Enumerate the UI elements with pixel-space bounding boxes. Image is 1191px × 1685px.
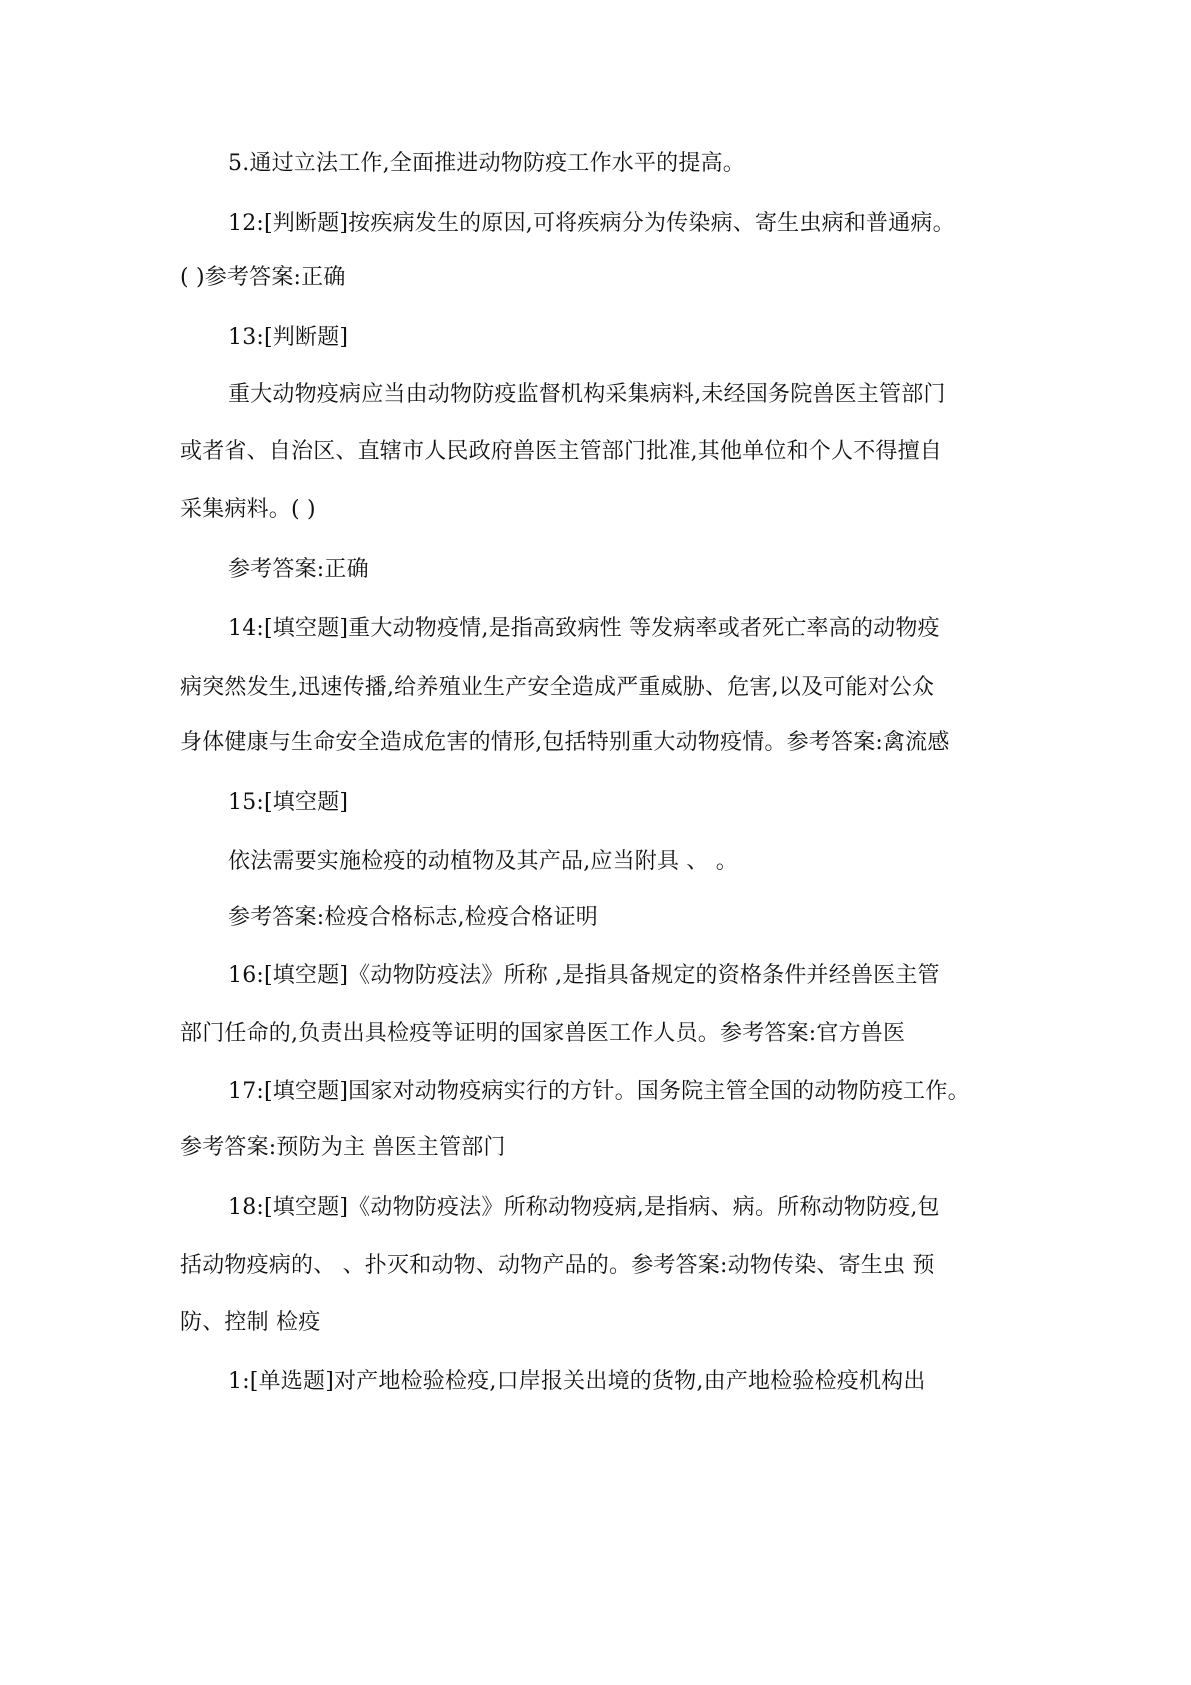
question-18-text: 防、控制 检疫 bbox=[180, 1310, 321, 1335]
question-14: 14:[填空题]重大动物疫情,是指高致病性 等发病率或者死亡率高的动物疫 bbox=[228, 616, 940, 641]
question-13-text: 采集病料。( ) bbox=[180, 497, 316, 522]
answer-12: ( )参考答案:正确 bbox=[180, 265, 346, 290]
question-12: 12:[判断题]按疾病发生的原因,可将疾病分为传染病、寄生虫病和普通病。 bbox=[228, 211, 955, 236]
text-line: 5.通过立法工作,全面推进动物防疫工作水平的提高。 bbox=[228, 151, 745, 176]
question-15-header: 15:[填空题] bbox=[228, 790, 349, 815]
question-16: 16:[填空题]《动物防疫法》所称 ,是指具备规定的资格条件并经兽医主管 bbox=[228, 963, 940, 988]
answer-13: 参考答案:正确 bbox=[228, 557, 369, 582]
question-16-text: 部门任命的,负责出具检疫等证明的国家兽医工作人员。参考答案:官方兽医 bbox=[180, 1021, 906, 1046]
question-13-text: 重大动物疫病应当由动物防疫监督机构采集病料,未经国务院兽医主管部门 bbox=[228, 382, 946, 407]
question-15-text: 依法需要实施检疫的动植物及其产品,应当附具 、 。 bbox=[228, 849, 738, 874]
question-17: 17:[填空题]国家对动物疫病实行的方针。国务院主管全国的动物防疫工作。 bbox=[228, 1079, 970, 1104]
question-13-text: 或者省、自治区、直辖市人民政府兽医主管部门批准,其他单位和个人不得擅自 bbox=[180, 439, 942, 464]
question-18: 18:[填空题]《动物防疫法》所称动物疫病,是指病、病。所称动物防疫,包 bbox=[228, 1195, 940, 1220]
answer-17: 参考答案:预防为主 兽医主管部门 bbox=[180, 1135, 506, 1160]
question-13-header: 13:[判断题] bbox=[228, 325, 349, 350]
question-14-text: 身体健康与生命安全造成危害的情形,包括特别重大动物疫情。参考答案:禽流感 bbox=[180, 730, 950, 755]
question-1: 1:[单选题]对产地检验检疫,口岸报关出境的货物,由产地检验检疫机构出 bbox=[228, 1369, 926, 1394]
question-14-text: 病突然发生,迅速传播,给养殖业生产安全造成严重威胁、危害,以及可能对公众 bbox=[180, 675, 935, 700]
question-18-text: 括动物疫病的、 、扑灭和动物、动物产品的。参考答案:动物传染、寄生虫 预 bbox=[180, 1253, 935, 1278]
answer-15: 参考答案:检疫合格标志,检疫合格证明 bbox=[228, 905, 599, 930]
